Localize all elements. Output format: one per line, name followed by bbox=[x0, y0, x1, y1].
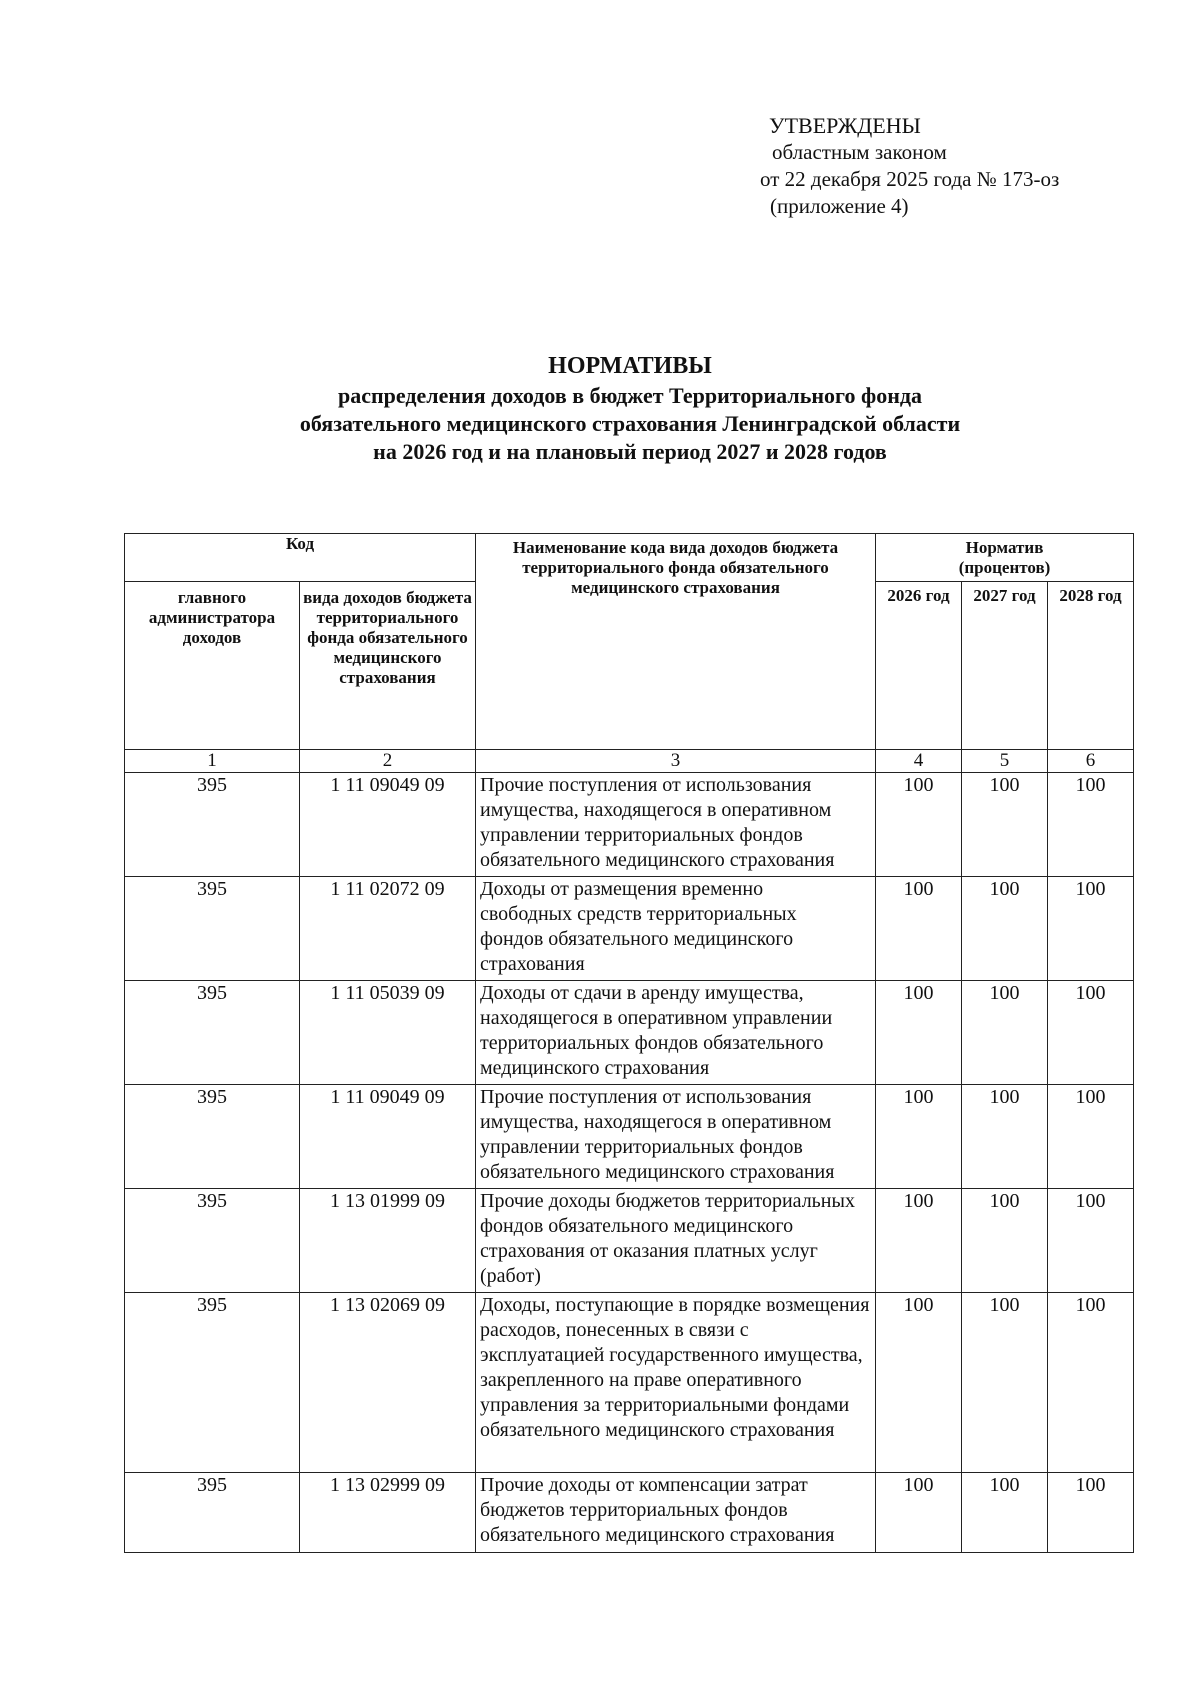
cell-income-code: 1 13 01999 09 bbox=[300, 1189, 476, 1293]
approval-date-number: от 22 декабря 2025 года № 173-оз bbox=[760, 167, 1060, 191]
table-row bbox=[125, 1189, 1134, 1293]
cell-norm-2026: 100 bbox=[876, 877, 962, 981]
title-main: НОРМАТИВЫ bbox=[548, 353, 712, 379]
cell-norm-2028: 100 bbox=[1048, 773, 1134, 877]
cell-norm-2028: 100 bbox=[1048, 877, 1134, 981]
column-number: 4 bbox=[876, 750, 962, 773]
cell-norm-2028: 100 bbox=[1048, 1085, 1134, 1189]
header-income-name: Наименование кода вида доходов бюджета территориального фонда обязательного медицинского страхования bbox=[476, 534, 876, 750]
cell-income-name: Доходы от размещения временно свободных средств территориальных фондов обязательного медицинского страхования bbox=[476, 877, 876, 981]
cell-income-name: Прочие поступления от использования имущества, находящегося в оперативном управлении территориальных фондов обязательного медицинского страхования bbox=[476, 773, 876, 877]
header-norm-title: Норматив bbox=[965, 538, 1044, 557]
table-row bbox=[125, 981, 1134, 1085]
document-title bbox=[0, 352, 1200, 466]
cell-norm-2028: 100 bbox=[1048, 1473, 1134, 1553]
column-number: 1 bbox=[125, 750, 300, 773]
cell-income-code: 1 11 05039 09 bbox=[300, 981, 476, 1085]
header-year-2027: 2027 год bbox=[962, 582, 1048, 750]
header-year-2026: 2026 год bbox=[876, 582, 962, 750]
table-row bbox=[125, 877, 1134, 981]
cell-norm-2026: 100 bbox=[876, 1293, 962, 1473]
approval-authority: областным законом bbox=[772, 140, 947, 164]
cell-norm-2028: 100 bbox=[1048, 1189, 1134, 1293]
header-income-code: вида доходов бюджета территориального фонда обязательного медицинского страхования bbox=[300, 582, 476, 750]
cell-income-code: 1 11 02072 09 bbox=[300, 877, 476, 981]
cell-norm-2026: 100 bbox=[876, 1189, 962, 1293]
cell-income-name: Доходы от сдачи в аренду имущества, находящегося в оперативном управлении территориальных фондов обязательного медицинского страхования bbox=[476, 981, 876, 1085]
cell-income-name: Прочие доходы от компенсации затрат бюджетов территориальных фондов обязательного медицинского страхования bbox=[476, 1473, 876, 1553]
cell-norm-2027: 100 bbox=[962, 981, 1048, 1085]
cell-income-code: 1 11 09049 09 bbox=[300, 773, 476, 877]
cell-income-code: 1 13 02999 09 bbox=[300, 1473, 476, 1553]
approval-stamp bbox=[760, 112, 1059, 220]
table-row bbox=[125, 1085, 1134, 1189]
cell-admin-code: 395 bbox=[125, 1085, 300, 1189]
cell-norm-2027: 100 bbox=[962, 773, 1048, 877]
header-norm bbox=[876, 534, 1134, 582]
cell-admin-code: 395 bbox=[125, 1293, 300, 1473]
column-number: 2 bbox=[300, 750, 476, 773]
title-line-4: на 2026 год и на плановый период 2027 и 2028 годов bbox=[373, 439, 887, 464]
cell-norm-2027: 100 bbox=[962, 1473, 1048, 1553]
cell-admin-code: 395 bbox=[125, 1189, 300, 1293]
table-row bbox=[125, 1473, 1134, 1553]
column-number: 3 bbox=[476, 750, 876, 773]
header-admin-code: главного администратора доходов bbox=[125, 582, 300, 750]
approval-appendix: (приложение 4) bbox=[770, 194, 909, 218]
table-row bbox=[125, 1293, 1134, 1473]
cell-norm-2027: 100 bbox=[962, 1085, 1048, 1189]
cell-admin-code: 395 bbox=[125, 981, 300, 1085]
table-row bbox=[125, 773, 1134, 877]
norms-table bbox=[124, 533, 1134, 1553]
cell-norm-2026: 100 bbox=[876, 1085, 962, 1189]
cell-income-name: Прочие поступления от использования имущества, находящегося в оперативном управлении территориальных фондов обязательного медицинского страхования bbox=[476, 1085, 876, 1189]
cell-norm-2027: 100 bbox=[962, 1189, 1048, 1293]
column-number: 5 bbox=[962, 750, 1048, 773]
cell-admin-code: 395 bbox=[125, 877, 300, 981]
cell-norm-2028: 100 bbox=[1048, 1293, 1134, 1473]
cell-income-code: 1 11 09049 09 bbox=[300, 1085, 476, 1189]
title-line-2: распределения доходов в бюджет Территориального фонда bbox=[338, 383, 922, 408]
cell-norm-2028: 100 bbox=[1048, 981, 1134, 1085]
cell-income-name: Доходы, поступающие в порядке возмещения расходов, понесенных в связи с эксплуатацией государственного имущества, закрепленного на праве оперативного управления за территориальными фондами обязательного медицинского страхования bbox=[476, 1293, 876, 1473]
cell-admin-code: 395 bbox=[125, 773, 300, 877]
cell-income-name: Прочие доходы бюджетов территориальных фондов обязательного медицинского страхования от оказания платных услуг (работ) bbox=[476, 1189, 876, 1293]
column-number: 6 bbox=[1048, 750, 1134, 773]
cell-norm-2026: 100 bbox=[876, 1473, 962, 1553]
cell-norm-2026: 100 bbox=[876, 773, 962, 877]
approval-heading: УТВЕРЖДЕНЫ bbox=[769, 113, 921, 138]
cell-norm-2027: 100 bbox=[962, 1293, 1048, 1473]
column-number-row bbox=[125, 750, 1134, 773]
cell-admin-code: 395 bbox=[125, 1473, 300, 1553]
cell-norm-2026: 100 bbox=[876, 981, 962, 1085]
cell-norm-2027: 100 bbox=[962, 877, 1048, 981]
cell-income-code: 1 13 02069 09 bbox=[300, 1293, 476, 1473]
header-code: Код bbox=[125, 534, 476, 582]
header-year-2028: 2028 год bbox=[1048, 582, 1134, 750]
header-norm-unit: (процентов) bbox=[958, 558, 1051, 577]
title-line-3: обязательного медицинского страхования Ленинградской области bbox=[299, 411, 961, 436]
